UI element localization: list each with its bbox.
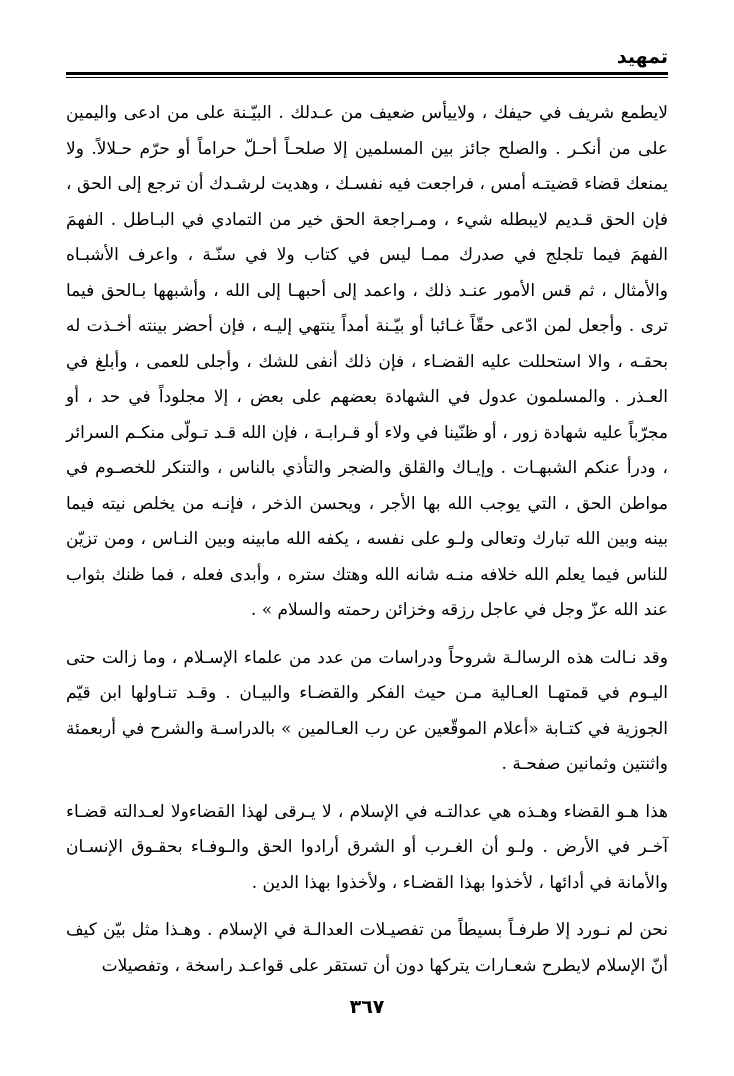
paragraph-details: نحن لم نـورد إلا طرفـاً بسيطاً من تفصيـلات العدالـة في الإسلام . وهـذا مثل بيّن كيف أنّ الإسلام لايطرح شعـارات يتركها دون أن تستقر على قواعـد راسخة ، وتفصيلات bbox=[66, 920, 668, 976]
running-header-title: تمهيد bbox=[616, 46, 668, 68]
header-rule-thin bbox=[66, 77, 668, 78]
page-number: ٣٦٧ bbox=[349, 996, 385, 1018]
header-rule-thick bbox=[66, 72, 668, 75]
body-text bbox=[66, 96, 668, 984]
paragraph-commentaries: وقد نـالت هذه الرسالـة شروحاً ودراسات من عدد من علماء الإسـلام ، وما زالت حتى اليـوم في قمتهـا العـالية مـن حيث الفكر والقضـاء والبيـان . وقـد تنـاولها ابن قيّم الجوزية في كتـابة «أعلام الموقّعين عن رب العـالمين » بالدراسـة والشرح في أربعمئة واثنتين وثمانين صفحـة . bbox=[66, 647, 668, 774]
paragraph-justice: هذا هـو القضاء وهـذه هي عدالتـه في الإسلام ، لا يـرقى لهذا القضاءولا لعـدالته قضـاء آخـر في الأرض . ولـو أن الغـرب أو الشرق أرادوا الحق والـوفـاء بحقـوق الإنسـان والأمانة في أدائها ، لأخذوا بهذا القضـاء ، ولأخذوا بهذا الدين . bbox=[66, 801, 668, 893]
paragraph-letter-quote: لايطمع شريف في حيفك ، ولاييأس ضعيف من عـدلك . البيّـنة على من ادعى واليمين على من أنكـر . والصلح جائز بين المسلمين إلا صلحـاً أحـلّ حراماً أو حرّم حـلالاً. ولا يمنعك قضاء قضيتـه أمس ، فراجعت فيه نفسـك ، وهديت لرشـدك أن ترجع إلى الحق ، فإن الحق قـديم لايبطله شيء ، ومـراجعة الحق خير من التمادي في البـاطل . الفهمَ الفهمَ فيما تلجلج في صدرك ممـا ليس في كتاب ولا في سنّـة ، واعرف الأشبـاه والأمثال ، ثم قس الأمور عنـد ذلك ، واعمد إلى أحبهـا إلى الله ، وأشبهها بـالحق فيما ترى . وأجعل لمن ادّعى حقّاً غـائبا أو بيّـنة أمداً ينتهي إليـه ، فإن أحضر بينته أخـذت له بحقـه ، والا استحللت عليه القضـاء ، فإن ذلك أنفى للشك ، وأجلى للعمى ، وأبلغ في العـذر . والمسلمون عدول في الشهادة بعضهم على بعض ، إلا مجلوداً في حد ، أو مجرّباً عليه شهادة زور ، أو ظنّينا في ولاء أو قـرابـة ، فإن الله قـد تـولّى منكـم السرائر ، ودرأ عنكم الشبهـات . وإيـاك والقلق والضجر والتأذي بالناس ، والتنكر للخصـوم في مواطن الحق ، التي يوجب الله بها الأجر ، ويحسن الذخر ، فإنـه من يخلص نيته فيما بينه وبين الله تبارك وتعالى ولـو على نفسه ، يكفه الله مابينه وبين النـاس ، ومن تزيّن للناس فيما يعلم الله خلافه منـه شانه الله وهتك ستره ، وأبدى فعله ، فما ظنك بثواب عند الله عزّ وجل في عاجل رزقه وخزائن رحمته والسلام » . bbox=[66, 103, 668, 620]
